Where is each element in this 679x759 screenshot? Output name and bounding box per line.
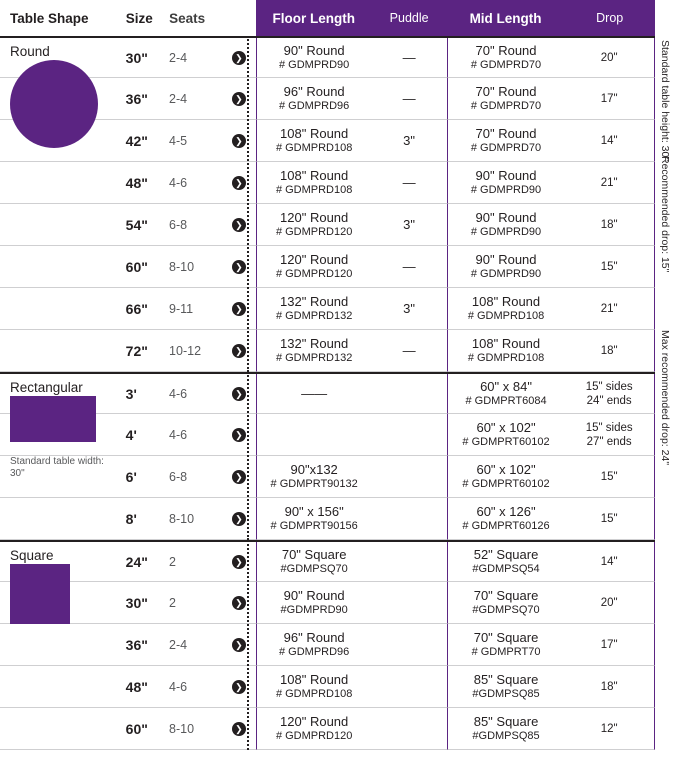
mid-size: 70" Round [475,126,537,141]
drop-cell [564,582,655,624]
shape-cell [0,498,126,540]
size-cell: 48" [126,162,169,204]
puddle-cell [372,542,447,582]
arrow-cell [222,288,256,330]
section-rectangular [0,372,679,540]
size-cell: 36" [126,78,169,120]
arrow-cell [222,78,256,120]
mid-sku: # GDMPRD90 [470,268,542,280]
drop-value: 12" [600,722,618,735]
puddle-cell [372,708,447,750]
mid-size: 70" Round [475,43,537,58]
puddle-cell [372,624,447,666]
seats-cell: 2 [169,542,222,582]
mid-length-cell [447,414,565,456]
size-cell: 72" [126,330,169,372]
side-notes [655,34,679,466]
mid-sku: # GDMPRD70 [470,100,542,112]
drop-value: 20" [600,51,618,64]
drop-value: 21" [600,176,618,189]
mid-sku: #GDMPSQ85 [472,688,540,700]
square-color-swatch [10,564,70,624]
chevron-right-icon: ❯ [232,92,246,106]
floor-size: 90" x 156" [284,504,344,519]
size-cell: 30" [126,582,169,624]
mid-length-cell [447,330,565,372]
note-max-drop: Max recommended drop: 24" [659,330,671,466]
floor-sku: # GDMPRD108 [275,688,353,700]
seats-cell: 4-6 [169,162,222,204]
shape-cell [0,330,126,372]
floor-sku: # GDMPRD90 [279,59,350,71]
size-cell: 4' [126,414,169,456]
header-floor-length: Floor Length [256,0,372,36]
floor-size: —— [301,386,328,401]
seats-cell: 6-8 [169,204,222,246]
mid-length-cell [447,708,565,750]
puddle-cell [372,414,447,456]
shape-title: Rectangular [10,380,83,395]
mid-length-cell [447,456,565,498]
drop-cell [564,542,655,582]
floor-length-cell [256,330,372,372]
drop-cell [564,120,655,162]
mid-length-cell [447,582,565,624]
mid-length-cell [447,288,565,330]
shape-cell [0,288,126,330]
mid-sku: # GDMPRT60102 [462,478,550,490]
mid-length-cell [447,162,565,204]
floor-sku: # GDMPRD120 [275,268,353,280]
table-row [0,78,655,120]
arrow-cell [222,120,256,162]
puddle-cell: 3" [372,120,447,162]
header-puddle: Puddle [372,0,447,36]
header-mid-length: Mid Length [447,0,565,36]
table-row [0,36,655,78]
size-cell: 48" [126,666,169,708]
table-row [0,414,655,456]
drop-value: 18" [600,680,618,693]
drop-cell [564,666,655,708]
header-table-shape: Table Shape [10,10,89,26]
mid-sku: # GDMPRT60102 [462,436,550,448]
floor-length-cell [256,162,372,204]
mid-sku: # GDMPRD90 [470,226,542,238]
puddle-cell: — [372,246,447,288]
drop-value: 15" [600,512,618,525]
mid-sku: #GDMPSQ54 [472,563,540,575]
floor-length-cell [256,414,372,456]
floor-length-cell [256,456,372,498]
round-color-swatch [10,60,98,148]
chevron-right-icon: ❯ [232,302,246,316]
mid-sku: # GDMPRD90 [470,184,542,196]
floor-size: 70" Square [281,547,347,562]
puddle-cell [372,582,447,624]
table-row [0,288,655,330]
drop-value: 15" sides [585,421,633,434]
table-row [0,540,655,582]
puddle-cell: 3" [372,288,447,330]
drop-cell [564,414,655,456]
mid-length-cell [447,120,565,162]
floor-sku: # GDMPRD132 [275,310,353,322]
mid-size: 85" Square [473,714,539,729]
size-cell: 54" [126,204,169,246]
floor-length-cell [256,204,372,246]
mid-length-cell [447,38,565,78]
floor-length-cell [256,374,372,414]
floor-size: 108" Round [280,168,349,183]
mid-size: 60" x 102" [476,462,536,477]
mid-length-cell [447,78,565,120]
size-cell: 60" [126,708,169,750]
floor-size: 96" Round [283,84,345,99]
size-cell: 3' [126,374,169,414]
dotted-guide [247,372,249,540]
drop-value: 27" ends [586,435,632,448]
drop-value: 18" [600,344,618,357]
size-cell: 36" [126,624,169,666]
table-row [0,708,655,750]
chevron-right-icon: ❯ [232,638,246,652]
mid-size: 108" Round [471,336,541,351]
table-row [0,666,655,708]
drop-cell [564,246,655,288]
drop-value: 24" ends [586,394,632,407]
mid-sku: #GDMPSQ85 [472,730,540,742]
seats-cell: 10-12 [169,330,222,372]
arrow-cell [222,582,256,624]
table-row [0,624,655,666]
puddle-cell: — [372,330,447,372]
drop-value: 18" [600,218,618,231]
floor-sku: # GDMPRD96 [279,646,350,658]
floor-length-cell [256,288,372,330]
chevron-right-icon: ❯ [232,51,246,65]
mid-size: 85" Square [473,672,539,687]
mid-sku: # GDMPRD70 [470,59,542,71]
table-row [0,204,655,246]
mid-sku: # GDMPRD70 [470,142,542,154]
drop-value: 21" [600,302,618,315]
mid-size: 90" Round [475,168,537,183]
floor-length-cell [256,624,372,666]
chevron-right-icon: ❯ [232,470,246,484]
shape-cell [0,204,126,246]
seats-cell: 2-4 [169,624,222,666]
floor-sku: # GDMPRD132 [275,352,353,364]
drop-cell [564,374,655,414]
drop-cell [564,708,655,750]
drop-cell [564,498,655,540]
drop-cell [564,38,655,78]
size-cell: 30" [126,38,169,78]
floor-size: 120" Round [280,714,349,729]
floor-size: 120" Round [280,252,349,267]
table-row [0,120,655,162]
floor-sku: # GDMPRT90132 [270,478,358,490]
shape-note: Standard table width: 30" [10,456,104,479]
mid-sku: #GDMPSQ70 [472,604,540,616]
arrow-cell [222,624,256,666]
chevron-right-icon: ❯ [232,428,246,442]
header-size: Size [125,10,153,26]
arrow-cell [222,542,256,582]
drop-value: 17" [600,638,618,651]
arrow-cell [222,246,256,288]
drop-value: 15" sides [585,380,633,393]
floor-length-cell [256,498,372,540]
seats-cell: 8-10 [169,498,222,540]
seats-cell: 4-6 [169,666,222,708]
mid-length-cell [447,246,565,288]
mid-size: 60" x 102" [476,420,536,435]
floor-sku: # GDMPRD120 [275,226,353,238]
arrow-cell [222,708,256,750]
size-cell: 60" [126,246,169,288]
puddle-cell: — [372,38,447,78]
drop-value: 20" [600,596,618,609]
shape-cell [0,624,126,666]
puddle-cell [372,456,447,498]
chevron-right-icon: ❯ [232,722,246,736]
floor-length-cell [256,246,372,288]
rectangular-color-swatch [10,396,96,442]
floor-length-cell [256,708,372,750]
table-row [0,498,655,540]
drop-value: 15" [600,260,618,273]
floor-sku: #GDMPRD90 [280,604,348,616]
note-recommended-drop: Recommended drop: 15" [659,156,671,273]
shape-cell [0,162,126,204]
drop-cell [564,162,655,204]
arrow-cell [222,38,256,78]
shape-cell [0,666,126,708]
chevron-right-icon: ❯ [232,344,246,358]
table-row [0,372,655,414]
mid-sku: # GDMPRT6084 [465,395,547,407]
floor-sku: #GDMPSQ70 [280,563,348,575]
chart-body [0,36,679,750]
seats-cell: 4-6 [169,374,222,414]
mid-size: 108" Round [471,294,541,309]
floor-size: 132" Round [280,294,349,309]
floor-size: 90" Round [283,588,345,603]
size-cell: 66" [126,288,169,330]
table-row [0,330,655,372]
dotted-guide [247,36,249,372]
mid-size: 90" Round [475,252,537,267]
table-row [0,582,655,624]
floor-size: 90" Round [283,43,345,58]
mid-size: 60" x 126" [476,504,536,519]
drop-cell [564,288,655,330]
mid-size: 90" Round [475,210,537,225]
mid-sku: # GDMPRT70 [471,646,541,658]
chevron-right-icon: ❯ [232,512,246,526]
floor-length-cell [256,78,372,120]
shape-cell [0,246,126,288]
floor-sku: # GDMPRD108 [275,142,353,154]
seats-cell: 4-6 [169,414,222,456]
note-table-height: Standard table height: 30" [659,40,671,162]
drop-value: 15" [600,470,618,483]
mid-sku: # GDMPRT60126 [462,520,550,532]
chevron-right-icon: ❯ [232,218,246,232]
table-row [0,162,655,204]
seats-cell: 9-11 [169,288,222,330]
header-spacer [222,0,256,36]
arrow-cell [222,498,256,540]
floor-length-cell [256,38,372,78]
drop-cell [564,624,655,666]
mid-size: 60" x 84" [480,379,532,394]
mid-sku: # GDMPRD108 [467,352,545,364]
mid-length-cell [447,542,565,582]
arrow-cell [222,414,256,456]
puddle-cell: — [372,162,447,204]
floor-size: 96" Round [283,630,345,645]
chevron-right-icon: ❯ [232,176,246,190]
floor-sku: # GDMPRD108 [275,184,353,196]
chevron-right-icon: ❯ [232,387,246,401]
chevron-right-icon: ❯ [232,680,246,694]
puddle-cell: 3" [372,204,447,246]
puddle-cell [372,374,447,414]
drop-value: 14" [600,555,618,568]
puddle-cell [372,498,447,540]
arrow-cell [222,456,256,498]
floor-size: 108" Round [280,672,349,687]
shape-title: Round [10,44,50,59]
arrow-cell [222,374,256,414]
mid-length-cell [447,624,565,666]
seats-cell: 2-4 [169,78,222,120]
table-header [0,0,655,36]
mid-length-cell [447,204,565,246]
seats-cell: 8-10 [169,246,222,288]
drop-value: 17" [600,92,618,105]
seats-cell: 8-10 [169,708,222,750]
puddle-cell: — [372,78,447,120]
floor-length-cell [256,582,372,624]
dotted-guide [247,540,249,750]
floor-sku: # GDMPRD120 [275,730,353,742]
drop-cell [564,78,655,120]
seats-cell: 2-4 [169,38,222,78]
mid-size: 70" Square [473,588,539,603]
floor-sku: # GDMPRD96 [279,100,350,112]
puddle-cell [372,666,447,708]
mid-size: 70" Round [475,84,537,99]
seats-cell: 2 [169,582,222,624]
floor-size: 108" Round [280,126,349,141]
floor-length-cell [256,542,372,582]
header-seats: Seats [169,10,206,26]
shape-cell [0,708,126,750]
mid-sku: # GDMPRD108 [467,310,545,322]
header-drop: Drop [564,0,655,36]
table-row [0,246,655,288]
chevron-right-icon: ❯ [232,134,246,148]
drop-cell [564,330,655,372]
drop-cell [564,204,655,246]
mid-length-cell [447,374,565,414]
mid-size: 52" Square [473,547,539,562]
size-cell: 6' [126,456,169,498]
mid-length-cell [447,498,565,540]
mid-size: 70" Square [473,630,539,645]
seats-cell: 4-5 [169,120,222,162]
chevron-right-icon: ❯ [232,260,246,274]
floor-size: 90"x132 [290,462,338,477]
arrow-cell [222,162,256,204]
arrow-cell [222,204,256,246]
floor-size: 120" Round [280,210,349,225]
size-cell: 42" [126,120,169,162]
floor-sku: # GDMPRT90156 [270,520,358,532]
mid-length-cell [447,666,565,708]
floor-size: 132" Round [280,336,349,351]
section-square [0,540,679,750]
arrow-cell [222,330,256,372]
drop-cell [564,456,655,498]
chevron-right-icon: ❯ [232,555,246,569]
size-cell: 8' [126,498,169,540]
chevron-right-icon: ❯ [232,596,246,610]
floor-length-cell [256,666,372,708]
section-round [0,36,679,372]
arrow-cell [222,666,256,708]
size-cell: 24" [126,542,169,582]
seats-cell: 6-8 [169,456,222,498]
floor-length-cell [256,120,372,162]
drop-value: 14" [600,134,618,147]
shape-title: Square [10,548,54,563]
